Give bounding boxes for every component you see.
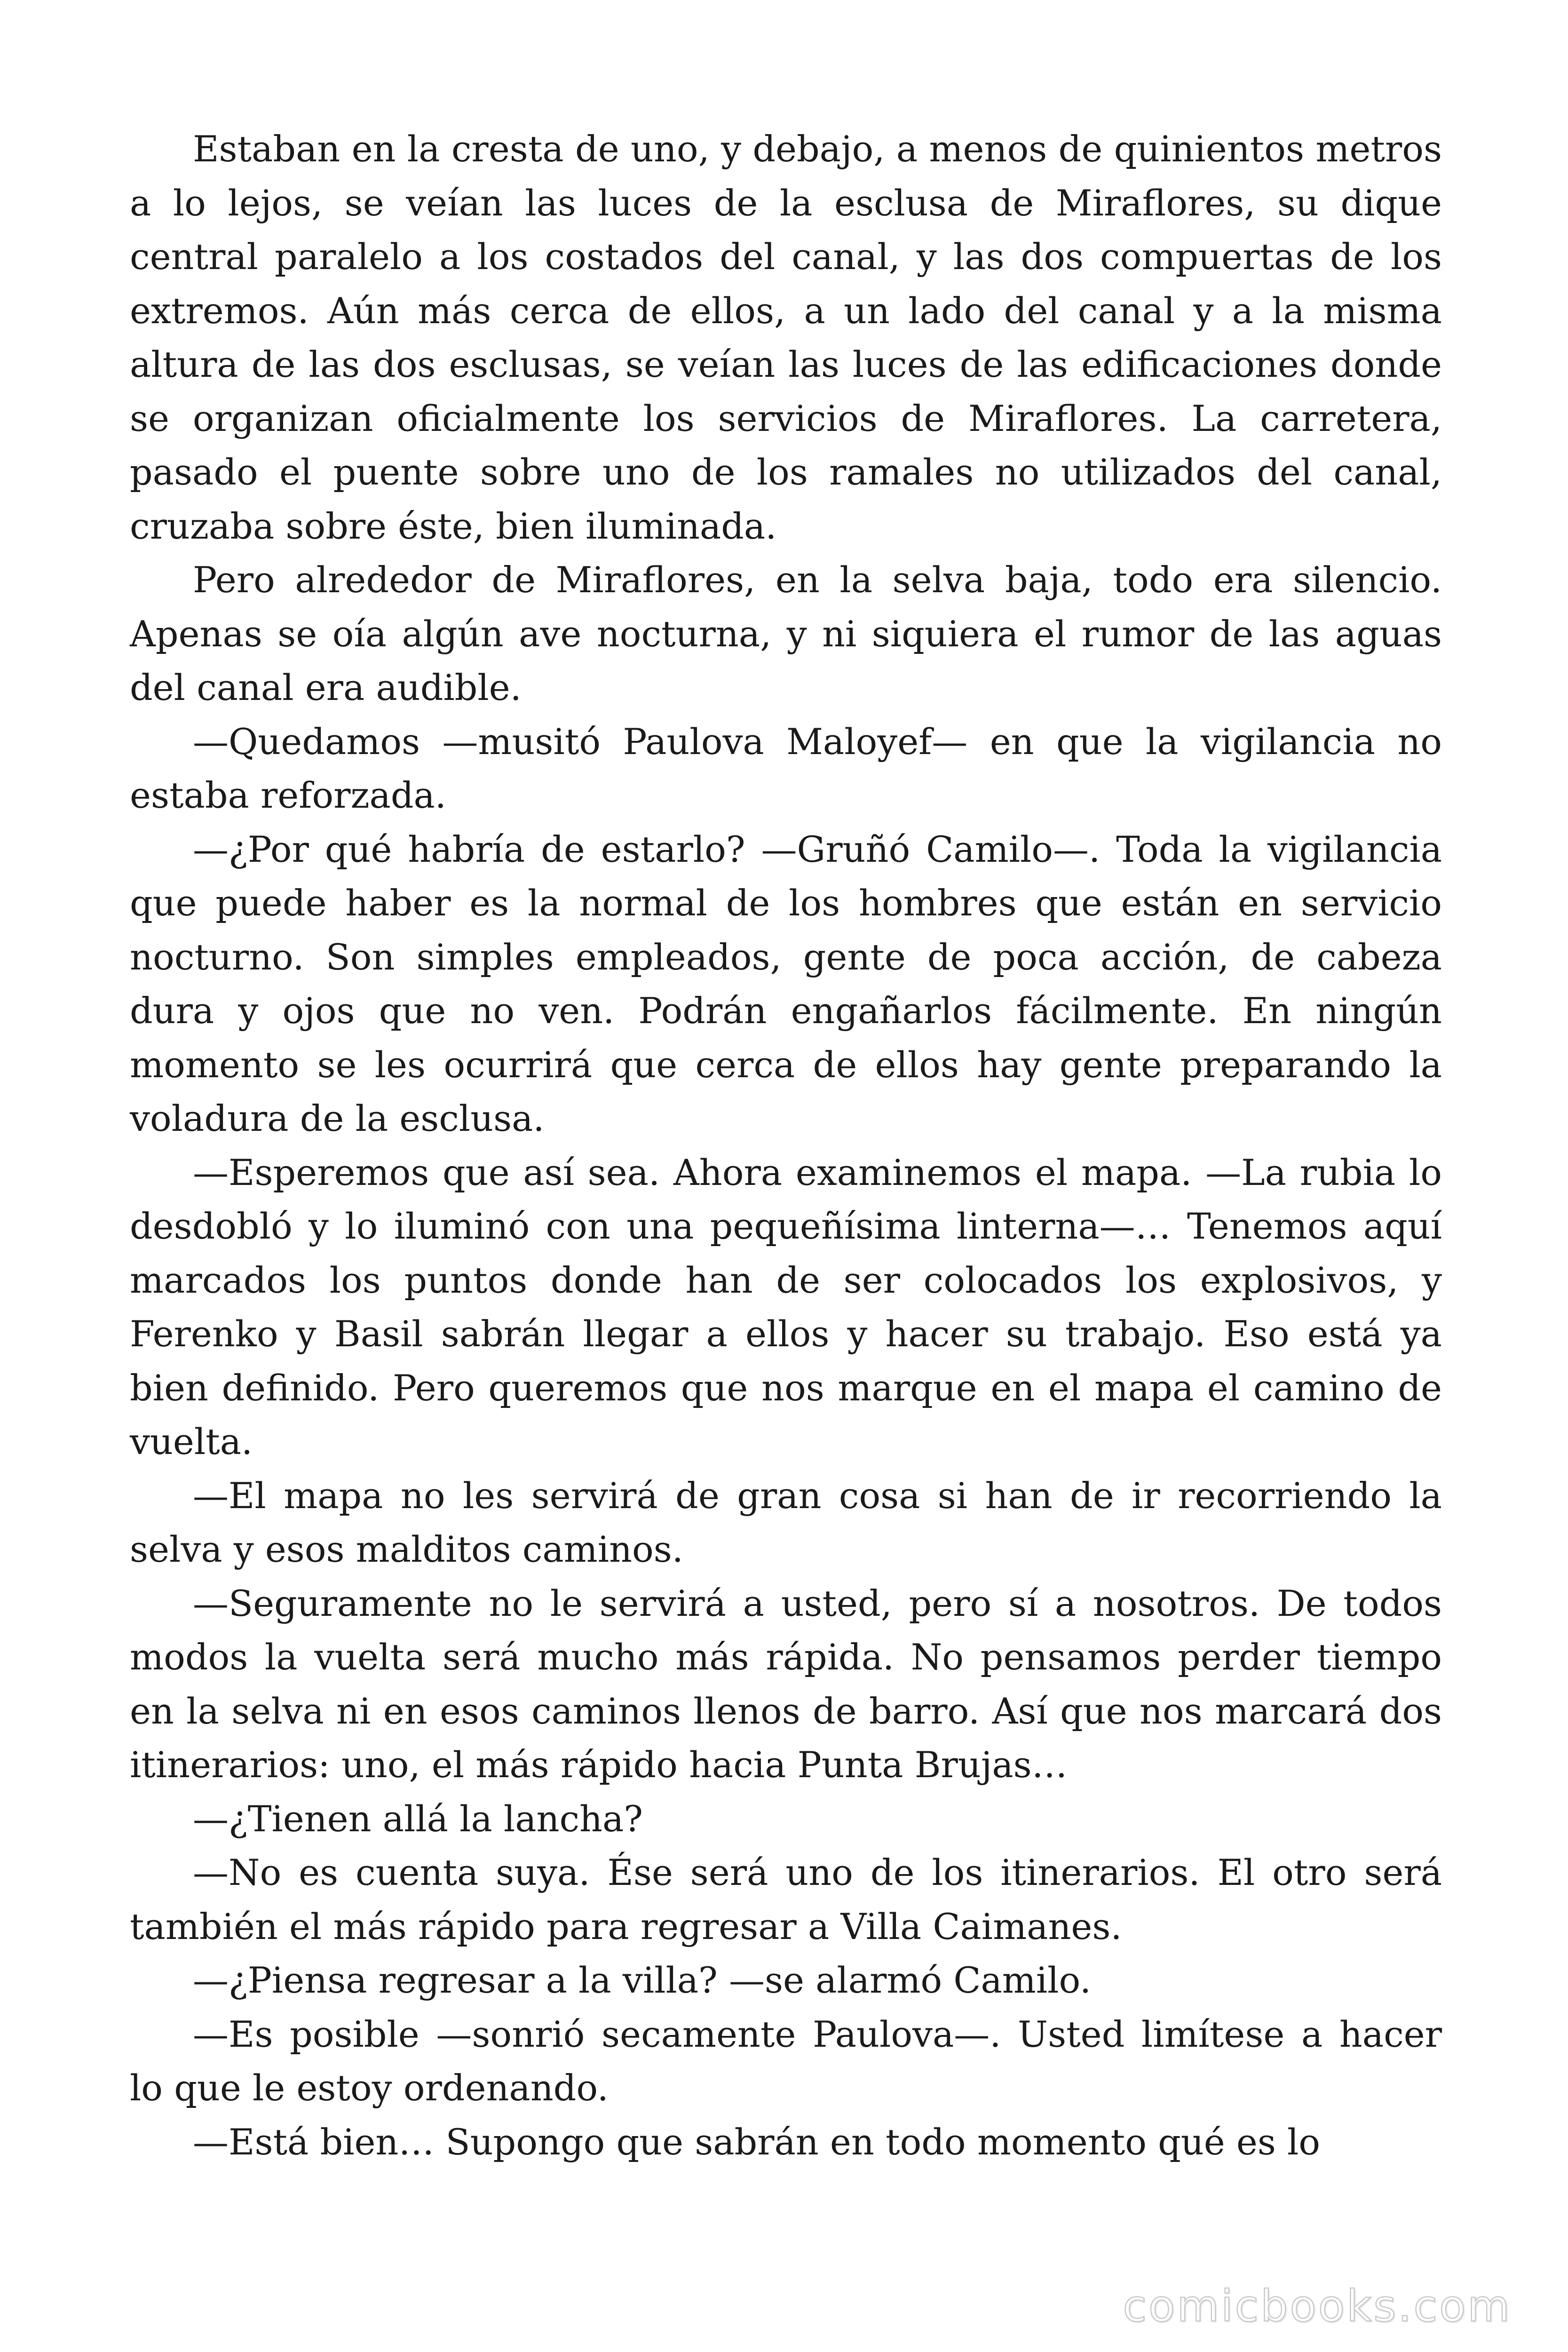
paragraph: Estaban en la cresta de uno, y debajo, a menos de quinientos metros a lo lejos, se veían las luces de la esclusa de Miraflores, su dique central paralelo a los costados del canal, y las dos compuertas de los extremos. Aún más cerca de ellos, a un lado del canal y a la misma altura de las dos esclusas, se veían las luces de las edificaciones donde se organizan oficialmente los servicios de Miraflores. La carretera, pasado el puente sobre uno de los ramales no utilizados del canal, cruzaba sobre éste, bien iluminada.: [130, 128, 1442, 547]
paragraph: —Seguramente no le servirá a usted, pero sí a nosotros. De todos modos la vuelta será mucho más rápida. No pensamos perder tiempo en la selva ni en esos caminos llenos de barro. Así que nos marcará dos itinerarios: uno, el más rápido hacia Punta Brujas…: [130, 1582, 1442, 1786]
paragraph: —Es posible —sonrió secamente Paulova—. Usted limítese a hacer lo que le estoy ordenando.: [130, 2013, 1442, 2109]
paragraph: Pero alrededor de Miraflores, en la selva baja, todo era silencio. Apenas se oía algún ave nocturna, y ni siquiera el rumor de las aguas del canal era audible.: [130, 559, 1442, 708]
paragraph: —No es cuenta suya. Ése será uno de los itinerarios. El otro será también el más rápido para regresar a Villa Caimanes.: [130, 1851, 1442, 1947]
paragraph: —¿Tienen allá la lancha?: [193, 1797, 643, 1840]
paragraph: —Esperemos que así sea. Ahora examinemos el mapa. —La rubia lo desdobló y lo iluminó con una pequeñísima linterna—… Tenemos aquí marcados los puntos donde han de ser colocados los explosivos, y Ferenko y Basil sabrán llegar a ellos y hacer su trabajo. Eso está ya bien definido. Pero queremos que nos marque en el mapa el camino de vuelta.: [130, 1151, 1442, 1462]
watermark: comicbooks.com: [1123, 2281, 1512, 2331]
paragraph: —Está bien… Supongo que sabrán en todo momento qué es lo: [193, 2121, 1321, 2163]
paragraph: —¿Piensa regresar a la villa? —se alarmó Camilo.: [193, 1959, 1092, 2001]
paragraph: —El mapa no les servirá de gran cosa si han de ir recorriendo la selva y esos malditos caminos.: [130, 1474, 1442, 1570]
paragraph: —¿Por qué habría de estarlo? —Gruñó Camilo—. Toda la vigilancia que puede haber es la normal de los hombres que están en servicio nocturno. Son simples empleados, gente de poca acción, de cabeza dura y ojos que no ven. Podrán engañarlos fácilmente. En ningún momento se les ocurrirá que cerca de ellos hay gente preparando la voladura de la esclusa.: [130, 828, 1442, 1139]
page-body-text: [130, 122, 1442, 2169]
paragraph: —Quedamos —musitó Paulova Maloyef— en que la vigilancia no estaba reforzada.: [130, 720, 1442, 816]
